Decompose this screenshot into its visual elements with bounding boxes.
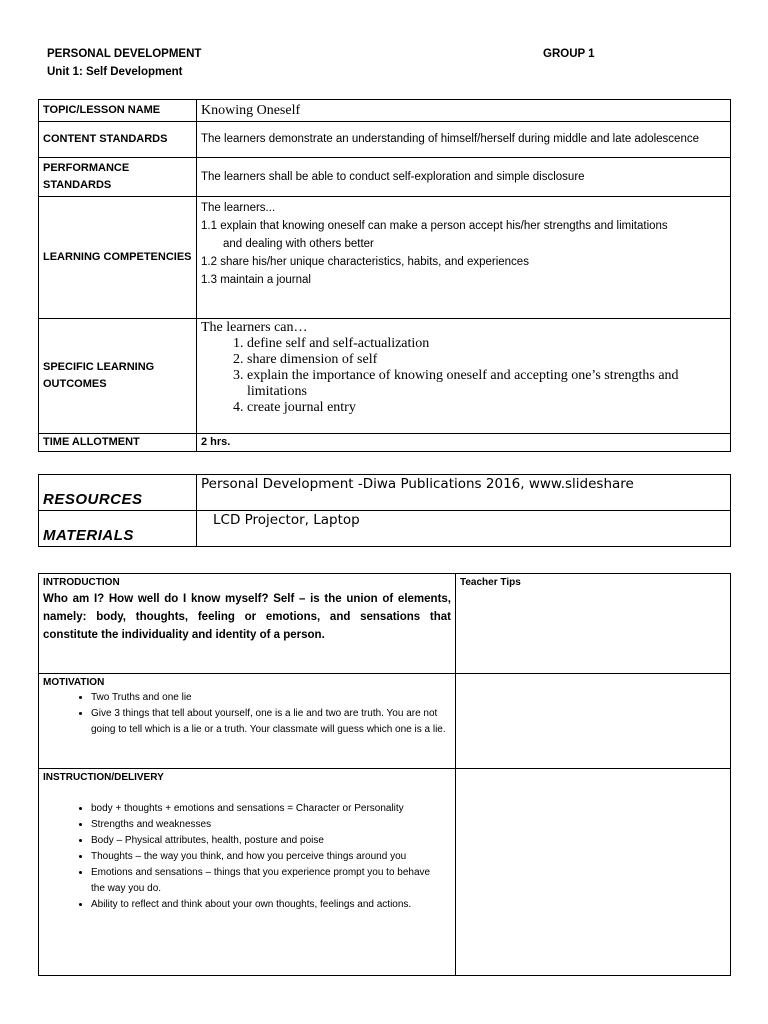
competency-item: and dealing with others better xyxy=(223,238,374,250)
group-label: GROUP 1 xyxy=(543,48,595,60)
motivation-tips-cell xyxy=(456,674,731,769)
subject-title: PERSONAL DEVELOPMENT xyxy=(47,48,202,60)
outcome-item: 3. explain the importance of knowing oneself and accepting one’s strengths and limitations xyxy=(247,368,726,400)
materials-value: LCD Projector, Laptop xyxy=(197,511,731,547)
time-label: TIME ALLOTMENT xyxy=(39,434,197,452)
performance-row xyxy=(39,158,731,197)
instruction-row xyxy=(39,769,731,976)
resources-value: Personal Development -Diwa Publications 2016, www.slideshare xyxy=(197,475,731,511)
outcomes-list xyxy=(201,336,726,416)
performance-label: PERFORMANCE STANDARDS xyxy=(39,158,197,197)
content-value: The learners demonstrate an understanding of himself/herself during middle and late adolescence xyxy=(197,122,731,158)
resources-label: RESOURCES xyxy=(39,475,197,511)
resources-row xyxy=(39,475,731,511)
outcome-item: 1. define self and self-actualization xyxy=(247,336,726,352)
lesson-table xyxy=(38,99,731,452)
outcomes-row xyxy=(39,319,731,434)
instruction-item: • Strengths and weaknesses xyxy=(91,817,431,833)
motivation-item: • Two Truths and one lie xyxy=(91,690,451,706)
outcomes-label: SPECIFIC LEARNING OUTCOMES xyxy=(39,319,197,434)
introduction-text: Who am I? How well do I know myself? Self – is the union of elements, namely: body, thoughts, feeling or emotions, and sensations that constitute the individuality and identity of a person. xyxy=(43,593,451,641)
competencies-intro: The learners... xyxy=(201,202,276,214)
instruction-item: • body + thoughts + emotions and sensations = Character or Personality xyxy=(91,801,431,817)
materials-row xyxy=(39,511,731,547)
motivation-label: MOTIVATION xyxy=(43,677,105,688)
materials-label: MATERIALS xyxy=(39,511,197,547)
outcomes-cell xyxy=(197,319,731,434)
plan-table xyxy=(38,573,731,976)
instruction-tips-cell xyxy=(456,769,731,976)
motivation-list xyxy=(43,690,451,738)
outcomes-intro: The learners can… xyxy=(201,320,308,335)
topic-value: Knowing Oneself xyxy=(197,100,731,122)
competencies-label: LEARNING COMPETENCIES xyxy=(39,197,197,319)
performance-value: The learners shall be able to conduct self-exploration and simple disclosure xyxy=(197,158,731,197)
topic-row xyxy=(39,100,731,122)
instruction-cell xyxy=(39,769,456,976)
instruction-item: • Body – Physical attributes, health, posture and poise xyxy=(91,833,431,849)
teacher-tips-label: Teacher Tips xyxy=(456,574,731,674)
competency-item: 1.1 explain that knowing oneself can make a person accept his/her strengths and limitations xyxy=(201,220,668,232)
outcome-item: 2. share dimension of self xyxy=(247,352,726,368)
instruction-item: • Thoughts – the way you think, and how you perceive things around you xyxy=(91,849,431,865)
content-row xyxy=(39,122,731,158)
outcome-item: 4. create journal entry xyxy=(247,400,726,416)
motivation-item: • Give 3 things that tell about yourself, one is a lie and two are truth. You are not going to tell which is a lie or a truth. Your classmate will guess which one is a lie. xyxy=(91,706,451,738)
competencies-row xyxy=(39,197,731,319)
competency-item: 1.3 maintain a journal xyxy=(201,274,311,286)
motivation-cell xyxy=(39,674,456,769)
instruction-label: INSTRUCTION/DELIVERY xyxy=(43,772,164,783)
resources-table xyxy=(38,474,731,547)
introduction-label: INTRODUCTION xyxy=(43,577,120,588)
instruction-item: • Ability to reflect and think about your own thoughts, feelings and actions. xyxy=(91,897,431,913)
topic-label: TOPIC/LESSON NAME xyxy=(39,100,197,122)
competencies-cell xyxy=(197,197,731,319)
motivation-row xyxy=(39,674,731,769)
instruction-list xyxy=(43,801,451,913)
introduction-row xyxy=(39,574,731,674)
instruction-item: • Emotions and sensations – things that you experience prompt you to behave the way you do. xyxy=(91,865,431,897)
time-row xyxy=(39,434,731,452)
unit-title: Unit 1: Self Development xyxy=(47,66,183,78)
competency-item: 1.2 share his/her unique characteristics, habits, and experiences xyxy=(201,256,529,268)
content-label: CONTENT STANDARDS xyxy=(39,122,197,158)
introduction-cell xyxy=(39,574,456,674)
time-value: 2 hrs. xyxy=(197,434,731,452)
